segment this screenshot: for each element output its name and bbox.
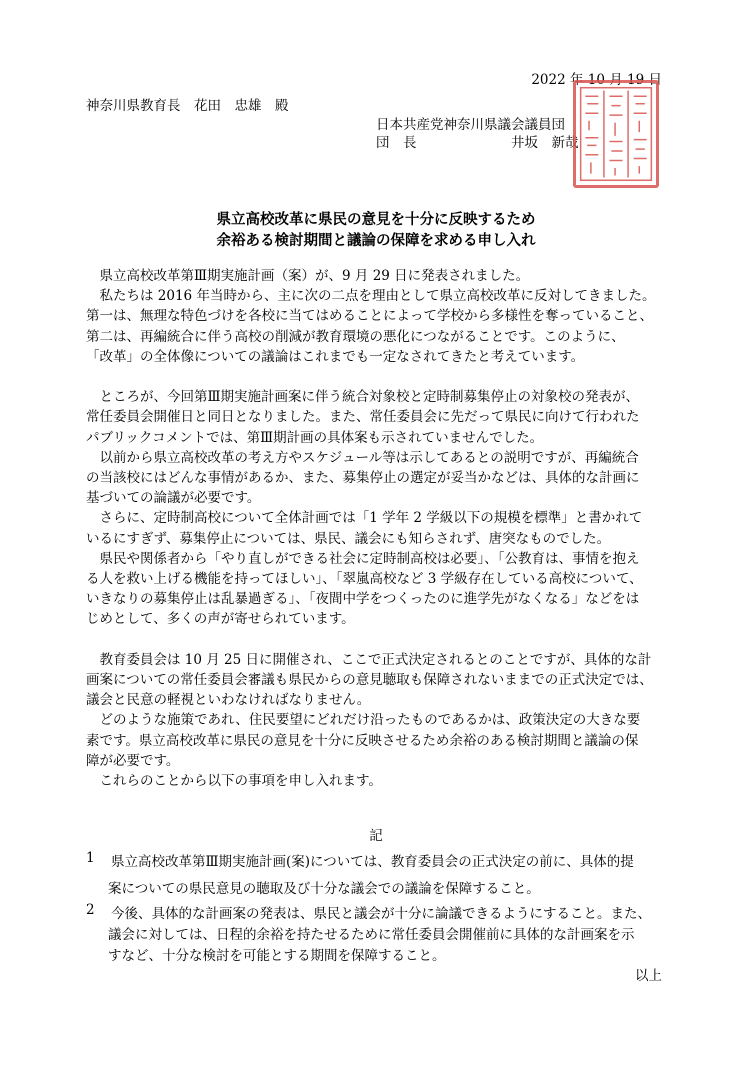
body-line: 障が必要です。 — [86, 752, 180, 769]
item-number: 2 — [86, 902, 95, 918]
official-seal-stamp — [573, 80, 659, 188]
closing-mark: 以上 — [635, 968, 662, 984]
body-line: 画案についての常任委員会審議も県民からの意見聴取も保障されないままでの正式決定では、 — [86, 672, 653, 688]
body-line: 議会と民意の軽視といわなければなりません。 — [86, 692, 371, 709]
body-line: 素です。県立高校改革に県民の意見を十分に反映させるため余裕のある検討期間と議論の保 — [86, 732, 639, 749]
body-line: 県民や関係者から「やり直しができる社会に定時制高校は必要」、「公教育は、事情を抱え — [86, 550, 640, 567]
body-line: の当該校にはどんな事情があるか、また、募集停止の選定が妥当かなどは、具体的な計画に — [86, 470, 640, 486]
body-line: じめとして、多くの声が寄せられています。 — [86, 611, 355, 628]
body-line: 教育委員会は 10 月 25 日に開催され、ここで正式決定されるとのことですが、具体的な計 — [86, 651, 652, 668]
body-line: 基づいての論議が必要です。 — [86, 490, 261, 507]
document-date: 2022 年 10 月 19 日 — [531, 72, 662, 88]
document-title-line-2: 余裕ある検討期間と議論の保障を求める申し入れ — [216, 233, 536, 249]
body-line: どのような施策であれ、住民要望にどれだけ沿ったものであるかは、政策決定の大きな要 — [86, 712, 641, 729]
body-line: これらのことから以下の事項を申し入れます。 — [86, 773, 382, 789]
addressee: 神奈川県教育長 花田 忠雄 殿 — [86, 98, 289, 114]
item-text-line: すなど、十分な検討を可能とする期間を保障すること。 — [108, 948, 446, 964]
item-text-line: 県立高校改革第Ⅲ期実施計画(案)については、教育委員会の正式決定の前に、具体的提 — [111, 854, 634, 870]
ki-heading: 記 — [369, 828, 383, 844]
body-line: いきなりの募集停止は乱暴過ぎる」、「夜間中学をつくったのに進学先がなくなる」などをは — [86, 591, 640, 608]
body-line: 「改革」の全体像についての議論はこれまでも一定なされてきたと考えています。 — [86, 348, 585, 365]
document-title-line-1: 県立高校改革に県民の意見を十分に反映するため — [216, 212, 536, 228]
item-text-line: 議会に対しては、日程的余裕を持たせるために常任委員会開催前に具体的な計画案を示 — [108, 927, 635, 943]
sender-organization: 日本共産党神奈川県議会議員団 — [376, 117, 565, 133]
item-number: 1 — [86, 850, 95, 866]
body-line: ところが、今回第Ⅲ期実施計画案に伴う統合対象校と定時制募集停止の対象校の発表が、 — [86, 389, 640, 406]
item-text-line: 案についての県民意見の聴取及び十分な議会での議論を保障すること。 — [108, 881, 540, 897]
body-line: 常任委員会開催日と同日となりました。また、常任委員会に先だって県民に向けて行われた — [86, 409, 640, 426]
item-text-line: 今後、具体的な計画案の発表は、県民と議会が十分に論議できるようにすること。また、 — [111, 906, 651, 922]
body-line: さらに、定時制高校について全体計画では「1 学年 2 学級以下の規模を標準」と書かれて — [86, 510, 643, 527]
body-line: る人を救い上げる機能を持ってほしい」、「翠嵐高校など 3 学級存在している高校について、 — [86, 571, 643, 587]
body-line: 私たちは 2016 年当時から、主に次の二点を理由として県立高校改革に反対してきました。 — [86, 288, 656, 305]
body-line: 第二は、再編統合に伴う高校の削減が教育環境の悪化につながることです。このように、 — [86, 328, 625, 345]
body-line: いるにすぎず、募集停止については、県民、議会にも知らされず、唐突なものでした。 — [86, 530, 611, 547]
sender-representative: 団 長 井坂 新哉 — [376, 135, 579, 151]
body-line: 以前から県立高校改革の考え方やスケジュール等は示してあるとの説明ですが、再編統合 — [86, 449, 639, 466]
body-line: パブリックコメントでは、第Ⅲ期計画の具体案も示されていませんでした。 — [86, 429, 544, 446]
body-line: 県立高校改革第Ⅲ期実施計画（案）が、9 月 29 日に発表されました。 — [86, 268, 530, 284]
body-line: 第一は、無理な特色づけを各校に当てはめることによって学校から多様性を奪っていること、 — [86, 308, 653, 325]
